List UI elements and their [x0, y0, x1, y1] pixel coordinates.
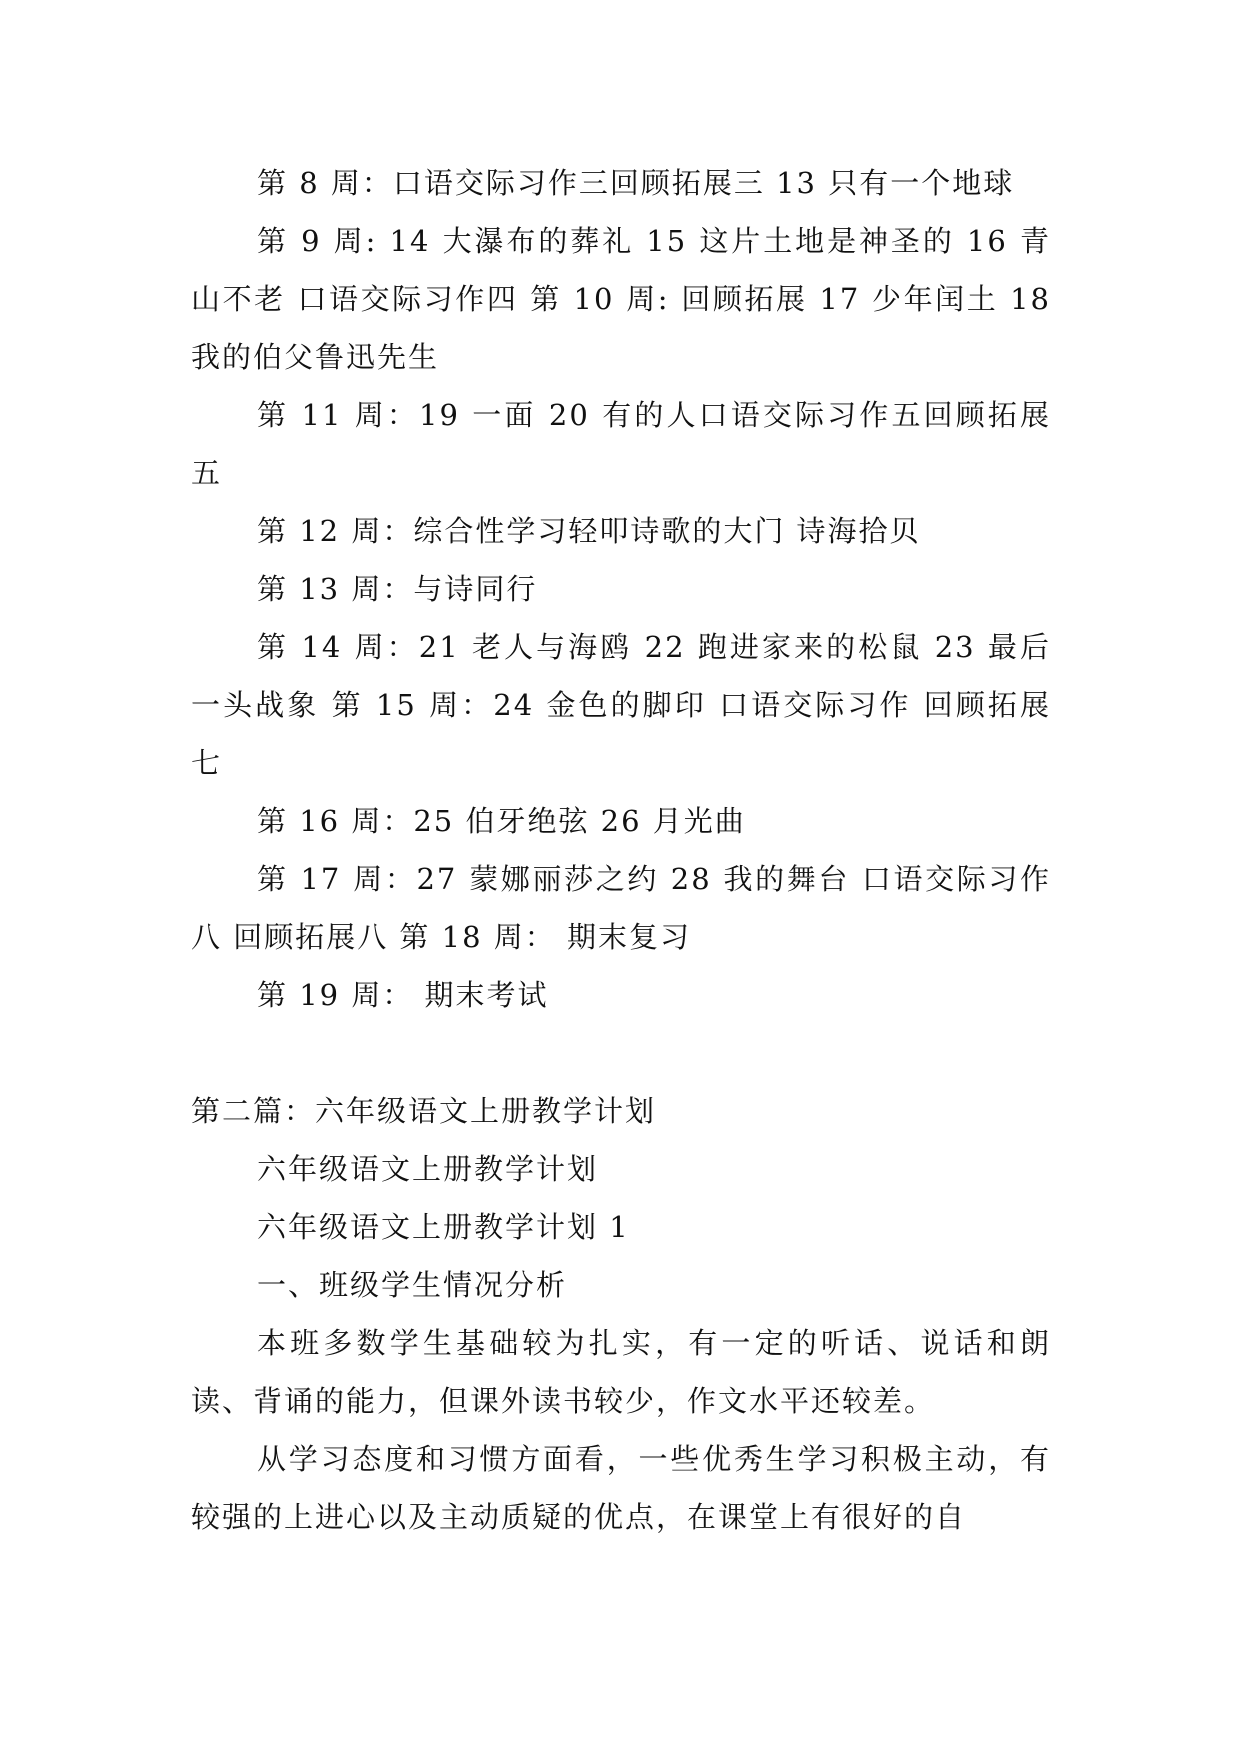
schedule-week-9-10: 第 9 周: 14 大瀑布的葬礼 15 这片土地是神圣的 16 青山不老 口语交际习作四 第 10 周: 回顾拓展 17 少年闰土 18 我的伯父鲁迅先生	[191, 224, 1051, 374]
schedule-week-8: 第 8 周：口语交际习作三回顾拓展三 13 只有一个地球	[257, 166, 1015, 200]
schedule-week-16: 第 16 周：25 伯牙绝弦 26 月光曲	[257, 804, 746, 838]
document-content	[191, 154, 1051, 1546]
schedule-week-19: 第 19 周： 期末考试	[257, 978, 549, 1012]
schedule-week-11: 第 11 周：19 一面 20 有的人口语交际习作五回顾拓展五	[191, 398, 1051, 490]
plan-title: 六年级语文上册教学计划	[257, 1152, 599, 1186]
schedule-week-13: 第 13 周：与诗同行	[257, 572, 538, 606]
analysis-paragraph-2: 从学习态度和习惯方面看，一些优秀生学习积极主动，有较强的上进心以及主动质疑的优点，在课堂上有很好的自	[191, 1442, 1051, 1534]
plan-subtitle: 六年级语文上册教学计划 1	[257, 1210, 630, 1244]
section-title: 第二篇：六年级语文上册教学计划	[191, 1094, 657, 1128]
schedule-week-12: 第 12 周：综合性学习轻叩诗歌的大门 诗海拾贝	[257, 514, 921, 548]
analysis-paragraph-1: 本班多数学生基础较为扎实，有一定的听话、说话和朗读、背诵的能力，但课外读书较少，作文水平还较差。	[191, 1326, 1051, 1418]
schedule-week-17-18: 第 17 周：27 蒙娜丽莎之约 28 我的舞台 口语交际习作八 回顾拓展八 第 18 周： 期末复习	[191, 862, 1051, 954]
analysis-heading: 一、班级学生情况分析	[257, 1268, 568, 1302]
schedule-week-14-15: 第 14 周：21 老人与海鸥 22 跑进家来的松鼠 23 最后一头战象 第 15 周：24 金色的脚印 口语交际习作 回顾拓展七	[191, 630, 1051, 780]
section-spacer	[191, 1024, 1051, 1082]
